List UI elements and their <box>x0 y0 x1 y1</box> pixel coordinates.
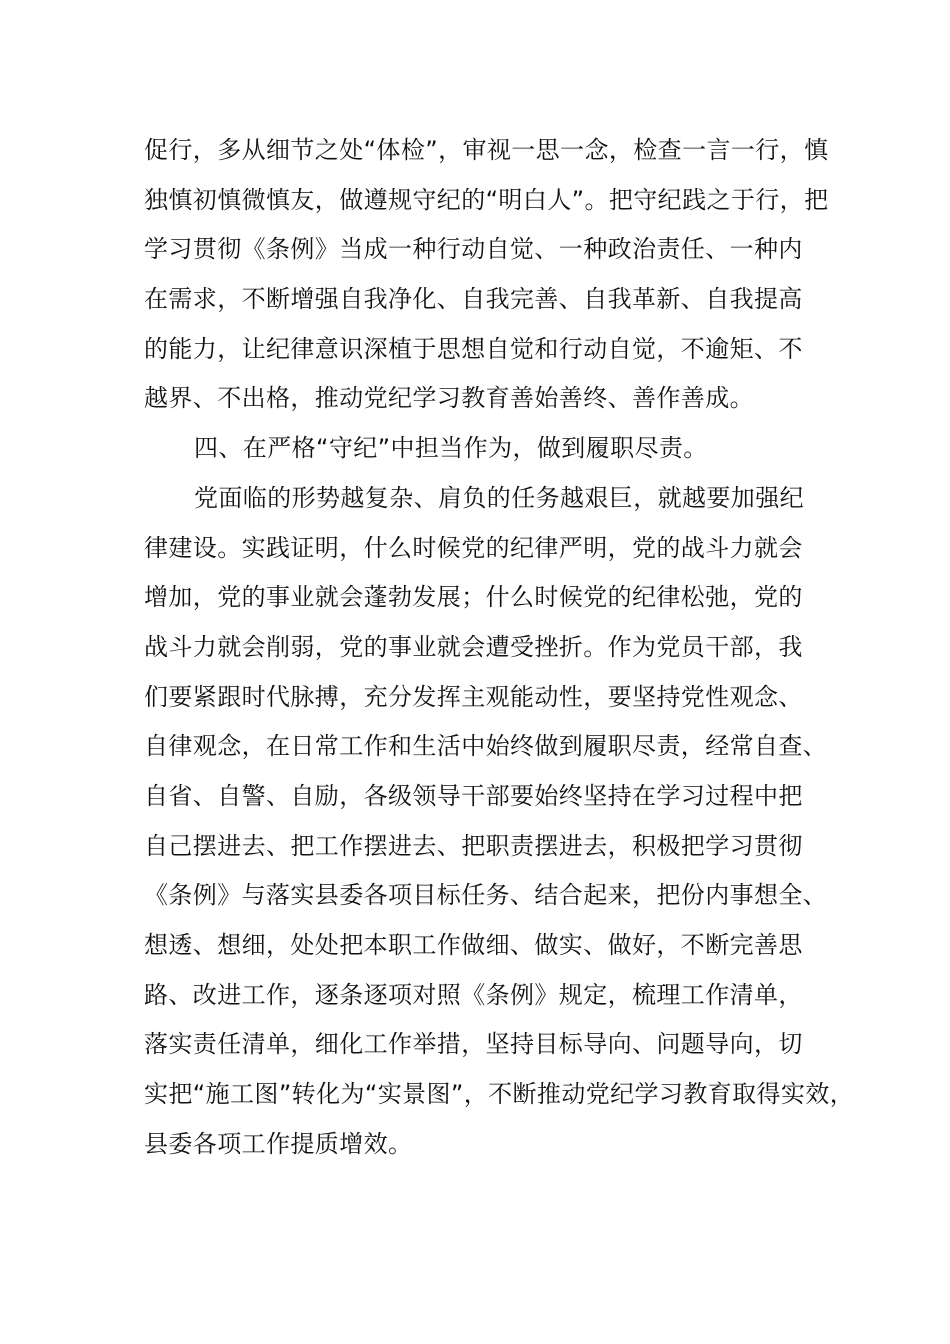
text-line: 想透、想细，处处把本职工作做细、做实、做好，不断完善思 <box>144 931 803 959</box>
text-line: 路、改进工作，逐条逐项对照《条例》规定，梳理工作清单， <box>144 980 803 1009</box>
section-heading: 四、在严格“守纪”中担当作为，做到履职尽责。 <box>194 434 708 463</box>
text-line: 战斗力就会削弱，党的事业就会遭受挫折。作为党员干部，我 <box>144 632 803 661</box>
text-line: 自律观念，在日常工作和生活中始终做到履职尽责，经常自查、 <box>144 732 828 761</box>
text-line: 学习贯彻《条例》当成一种行动自觉、一种政治责任、一种内 <box>144 235 803 264</box>
text-line: 自己摆进去、把工作摆进去、把职责摆进去，积极把学习贯彻 <box>144 831 803 860</box>
document-body <box>144 126 855 1169</box>
text-line: 在需求，不断增强自我净化、自我完善、自我革新、自我提高 <box>144 285 803 314</box>
text-line: 们要紧跟时代脉搏，充分发挥主观能动性，要坚持党性观念、 <box>144 682 803 711</box>
text-line: 落实责任清单，细化工作举措，坚持目标导向、问题导向，切 <box>144 1030 803 1059</box>
text-line: 增加，党的事业就会蓬勃发展；什么时候党的纪律松弛，党的 <box>144 583 803 612</box>
text-line: 党面临的形势越复杂、肩负的任务越艰巨，就越要加强纪 <box>194 483 804 512</box>
text-line: 县委各项工作提质增效。 <box>144 1129 413 1158</box>
text-line: 越界、不出格，推动党纪学习教育善始善终、善作善成。 <box>144 384 754 413</box>
text-line: 的能力，让纪律意识深植于思想自觉和行动自觉，不逾矩、不 <box>144 334 803 363</box>
text-line: 《条例》与落实县委各项目标任务、结合起来，把份内事想全、 <box>144 881 828 910</box>
text-line: 自省、自警、自励，各级领导干部要始终坚持在学习过程中把 <box>144 781 803 810</box>
text-line: 独慎初慎微慎友，做遵规守纪的“明白人”。把守纪践之于行，把 <box>144 185 829 214</box>
text-line: 律建设。实践证明，什么时候党的纪律严明，党的战斗力就会 <box>144 533 803 562</box>
text-line: 促行，多从细节之处“体检”，审视一思一念，检查一言一行，慎 <box>144 136 829 164</box>
text-line: 实把“施工图”转化为“实景图”，不断推动党纪学习教育取得实效， <box>144 1080 855 1109</box>
